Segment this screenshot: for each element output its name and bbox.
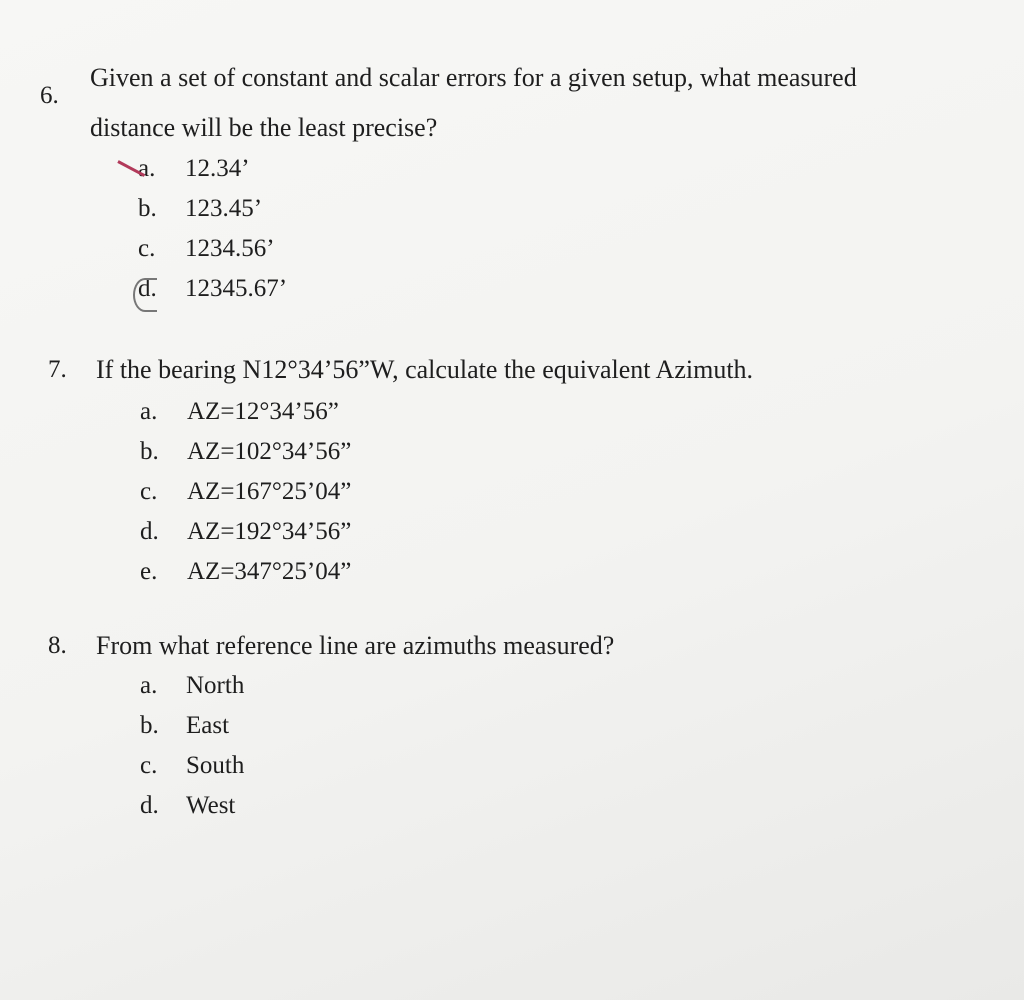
question-number: 7. [48, 356, 67, 383]
pen-circle-mark [133, 278, 157, 312]
option-letter: c. [140, 752, 158, 779]
option-letter: b. [140, 712, 159, 739]
option-value: 12345.67’ [185, 275, 288, 302]
option-value: AZ=347°25’04” [187, 558, 352, 585]
option-letter: c. [138, 235, 156, 262]
question-text: Given a set of constant and scalar errors for a given setup, what measured [90, 63, 857, 92]
option-value: AZ=192°34’56” [187, 518, 352, 545]
option-value: 12.34’ [185, 155, 250, 182]
option-letter: c. [140, 478, 158, 505]
question-text: distance will be the least precise? [90, 113, 438, 142]
option-letter: a. [140, 672, 158, 699]
option-value: South [186, 752, 245, 779]
option-value: 1234.56’ [185, 235, 275, 262]
question-number: 8. [48, 632, 67, 659]
option-value: West [186, 792, 236, 819]
option-value: AZ=167°25’04” [187, 478, 352, 505]
question-number: 6. [40, 82, 59, 109]
question-text: If the bearing N12°34’56”W, calculate the equivalent Azimuth. [96, 355, 754, 384]
option-letter: a. [138, 155, 156, 182]
option-letter: d. [138, 275, 157, 302]
option-letter: b. [138, 195, 157, 222]
option-value: 123.45’ [185, 195, 263, 222]
option-letter: a. [140, 398, 158, 425]
option-letter: e. [140, 558, 158, 585]
option-value: AZ=12°34’56” [187, 398, 339, 425]
option-letter: b. [140, 438, 159, 465]
option-letter: d. [140, 518, 159, 545]
option-value: East [186, 712, 230, 739]
option-value: AZ=102°34’56” [187, 438, 352, 465]
option-letter: d. [140, 792, 159, 819]
option-value: North [186, 672, 245, 699]
question-text: From what reference line are azimuths measured? [96, 631, 615, 660]
